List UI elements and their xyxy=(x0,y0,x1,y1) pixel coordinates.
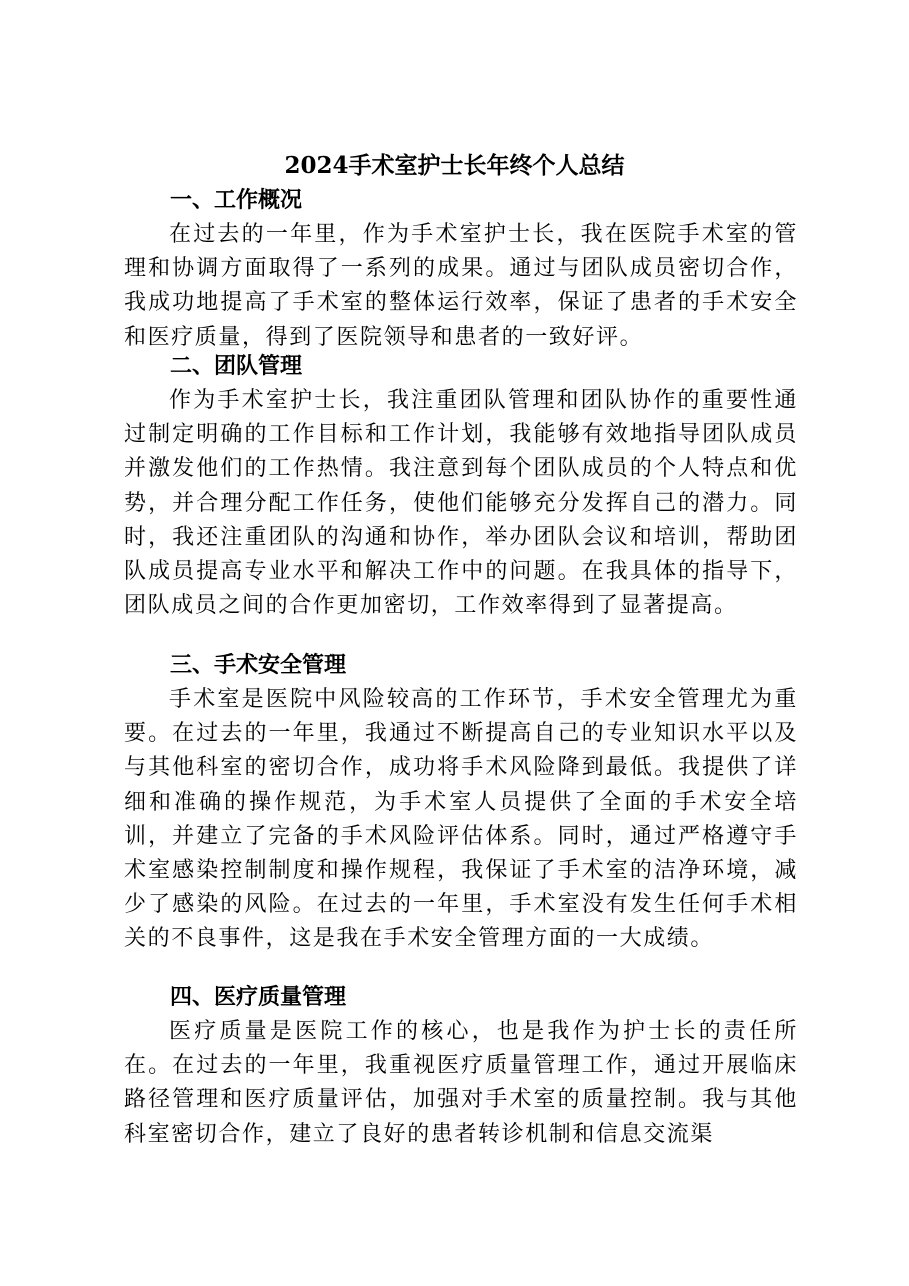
section-paragraph-team-management: 作为手术室护士长，我注重团队管理和团队协作的重要性通过制定明确的工作目标和工作计划，我能够有效地指导团队成员并激发他们的工作热情。我注意到每个团队成员的个人特点和优势，并合理分配工作任务，使他们能够充分发挥自己的潜力。同时，我还注重团队的沟通和协作，举办团队会议和培训，帮助团队成员提高专业水平和解决工作中的问题。在我具体的指导下，团队成员之间的合作更加密切，工作效率得到了显著提高。 xyxy=(124,388,798,619)
section-heading-team-management: 二、团队管理 xyxy=(170,354,303,379)
section-heading-work-overview: 一、工作概况 xyxy=(170,188,303,213)
section-heading-surgical-safety: 三、手术安全管理 xyxy=(170,653,347,678)
section-paragraph-work-overview: 在过去的一年里，作为手术室护士长，我在医院手术室的管理和协调方面取得了一系列的成果。通过与团队成员密切合作，我成功地提高了手术室的整体运行效率，保证了患者的手术安全和医疗质量，得到了医院领导和患者的一致好评。 xyxy=(124,222,798,350)
section-paragraph-medical-quality: 医疗质量是医院工作的核心，也是我作为护士长的责任所在。在过去的一年里，我重视医疗质量管理工作，通过开展临床路径管理和医疗质量评估，加强对手术室的质量控制。我与其他科室密切合作，建立了良好的患者转诊机制和信息交流渠 xyxy=(124,1019,798,1147)
document-title: 2024手术室护士长年终个人总结 xyxy=(284,152,625,179)
section-paragraph-surgical-safety: 手术室是医院中风险较高的工作环节，手术安全管理尤为重要。在过去的一年里，我通过不断提高自己的专业知识水平以及与其他科室的密切合作，成功将手术风险降到最低。我提供了详细和准确的操作规范，为手术室人员提供了全面的手术安全培训，并建立了完备的手术风险评估体系。同时，通过严格遵守手术室感染控制制度和操作规程，我保证了手术室的洁净环境，减少了感染的风险。在过去的一年里，手术室没有发生任何手术相关的不良事件，这是我在手术安全管理方面的一大成绩。 xyxy=(124,687,798,952)
section-heading-medical-quality: 四、医疗质量管理 xyxy=(170,985,347,1010)
